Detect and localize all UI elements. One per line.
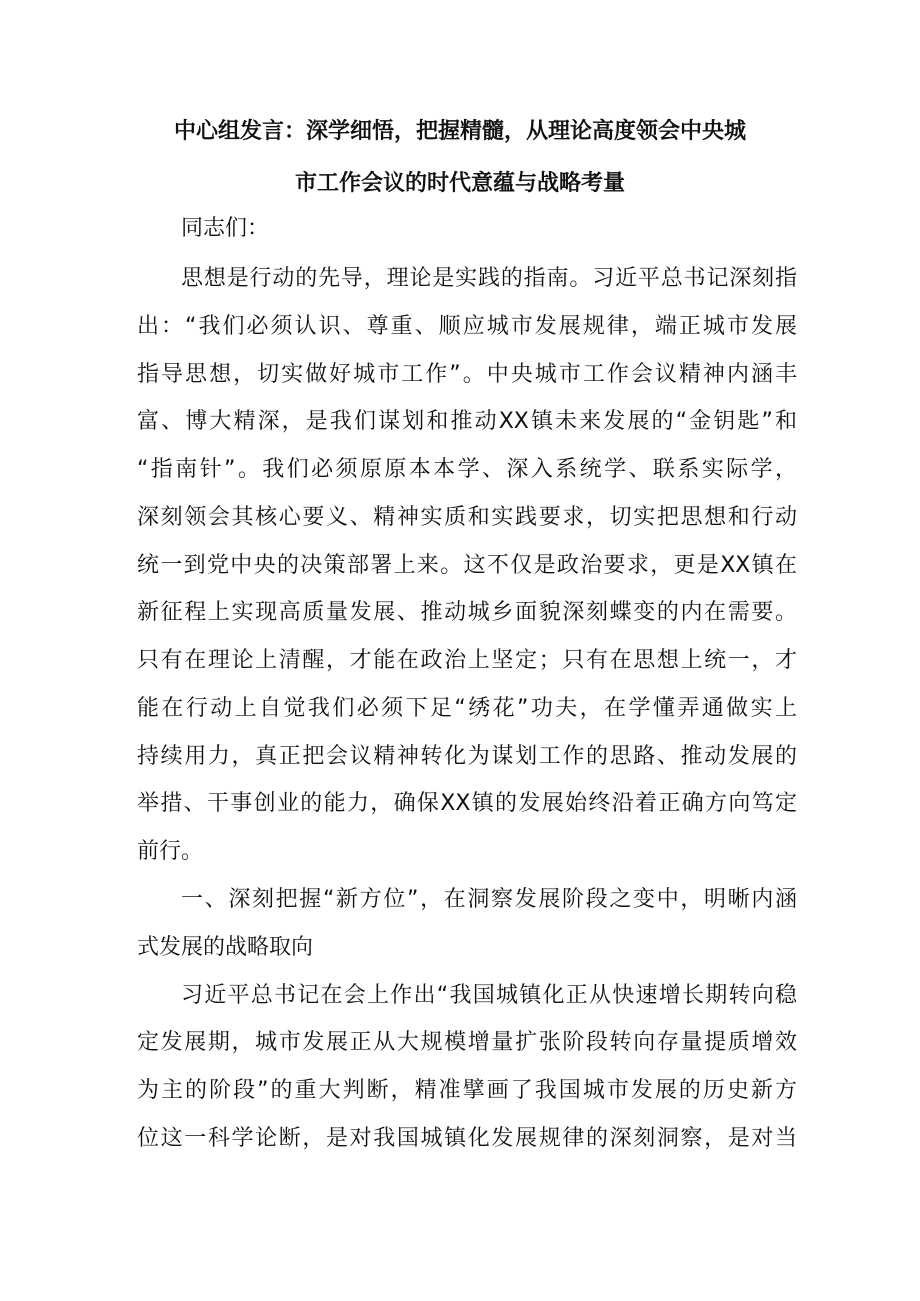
paragraph-1-line: 深刻领会其核心要义、精神实质和实践要求，切实把思想和行动	[137, 505, 797, 530]
paragraph-1-line: 富、博大精深，是我们谋划和推动XX镇未来发展的“金钥匙”和	[137, 409, 797, 434]
document-title-line-1: 中心组发言：深学细悟，把握精髓，从理论高度领会中央城	[173, 119, 746, 144]
section-heading-line: 式发展的战略取向	[137, 935, 314, 960]
paragraph-1-line: 举措、干事创业的能力，确保XX镇的发展始终沿着正确方向笃定	[137, 791, 797, 816]
paragraph-1-line: 统一到党中央的决策部署上来。这不仅是政治要求，更是XX镇在	[137, 553, 797, 578]
paragraph-1-line: 持续用力，真正把会议精神转化为谋划工作的思路、推动发展的	[137, 744, 797, 769]
paragraph-1-line: 新征程上实现高质量发展、推动城乡面貌深刻蝶变的内在需要。	[137, 600, 797, 625]
paragraph-1-line: “指南针”。我们必须原原本本学、深入系统学、联系实际学，	[137, 457, 797, 482]
paragraph-2-line: 为主的阶段”的重大判断，精准擘画了我国城市发展的历史新方	[137, 1078, 797, 1103]
salutation: 同志们：	[181, 216, 270, 241]
paragraph-1-line: 前行。	[137, 839, 204, 864]
paragraph-1-line: 思想是行动的先导，理论是实践的指南。习近平总书记深刻指	[181, 266, 797, 291]
paragraph-1-line: 只有在理论上清醒，才能在政治上坚定；只有在思想上统一，才	[137, 648, 797, 673]
document-title-line-2: 市工作会议的时代意蕴与战略考量	[294, 171, 625, 196]
paragraph-1-line: 出：“我们必须认识、尊重、顺应城市发展规律，端正城市发展	[137, 314, 797, 339]
paragraph-2-line: 习近平总书记在会上作出“我国城镇化正从快速增长期转向稳	[181, 983, 797, 1008]
paragraph-1-line: 能在行动上自觉我们必须下足“绣花”功夫，在学懂弄通做实上	[137, 696, 797, 721]
paragraph-1-line: 指导思想，切实做好城市工作”。中央城市工作会议精神内涵丰	[137, 362, 797, 387]
paragraph-2-line: 定发展期，城市发展正从大规模增量扩张阶段转向存量提质增效	[137, 1030, 797, 1055]
section-heading-line: 一、深刻把握“新方位”，在洞察发展阶段之变中，明晰内涵	[181, 887, 797, 912]
paragraph-2-line: 位这一科学论断，是对我国城镇化发展规律的深刻洞察，是对当	[137, 1126, 797, 1151]
